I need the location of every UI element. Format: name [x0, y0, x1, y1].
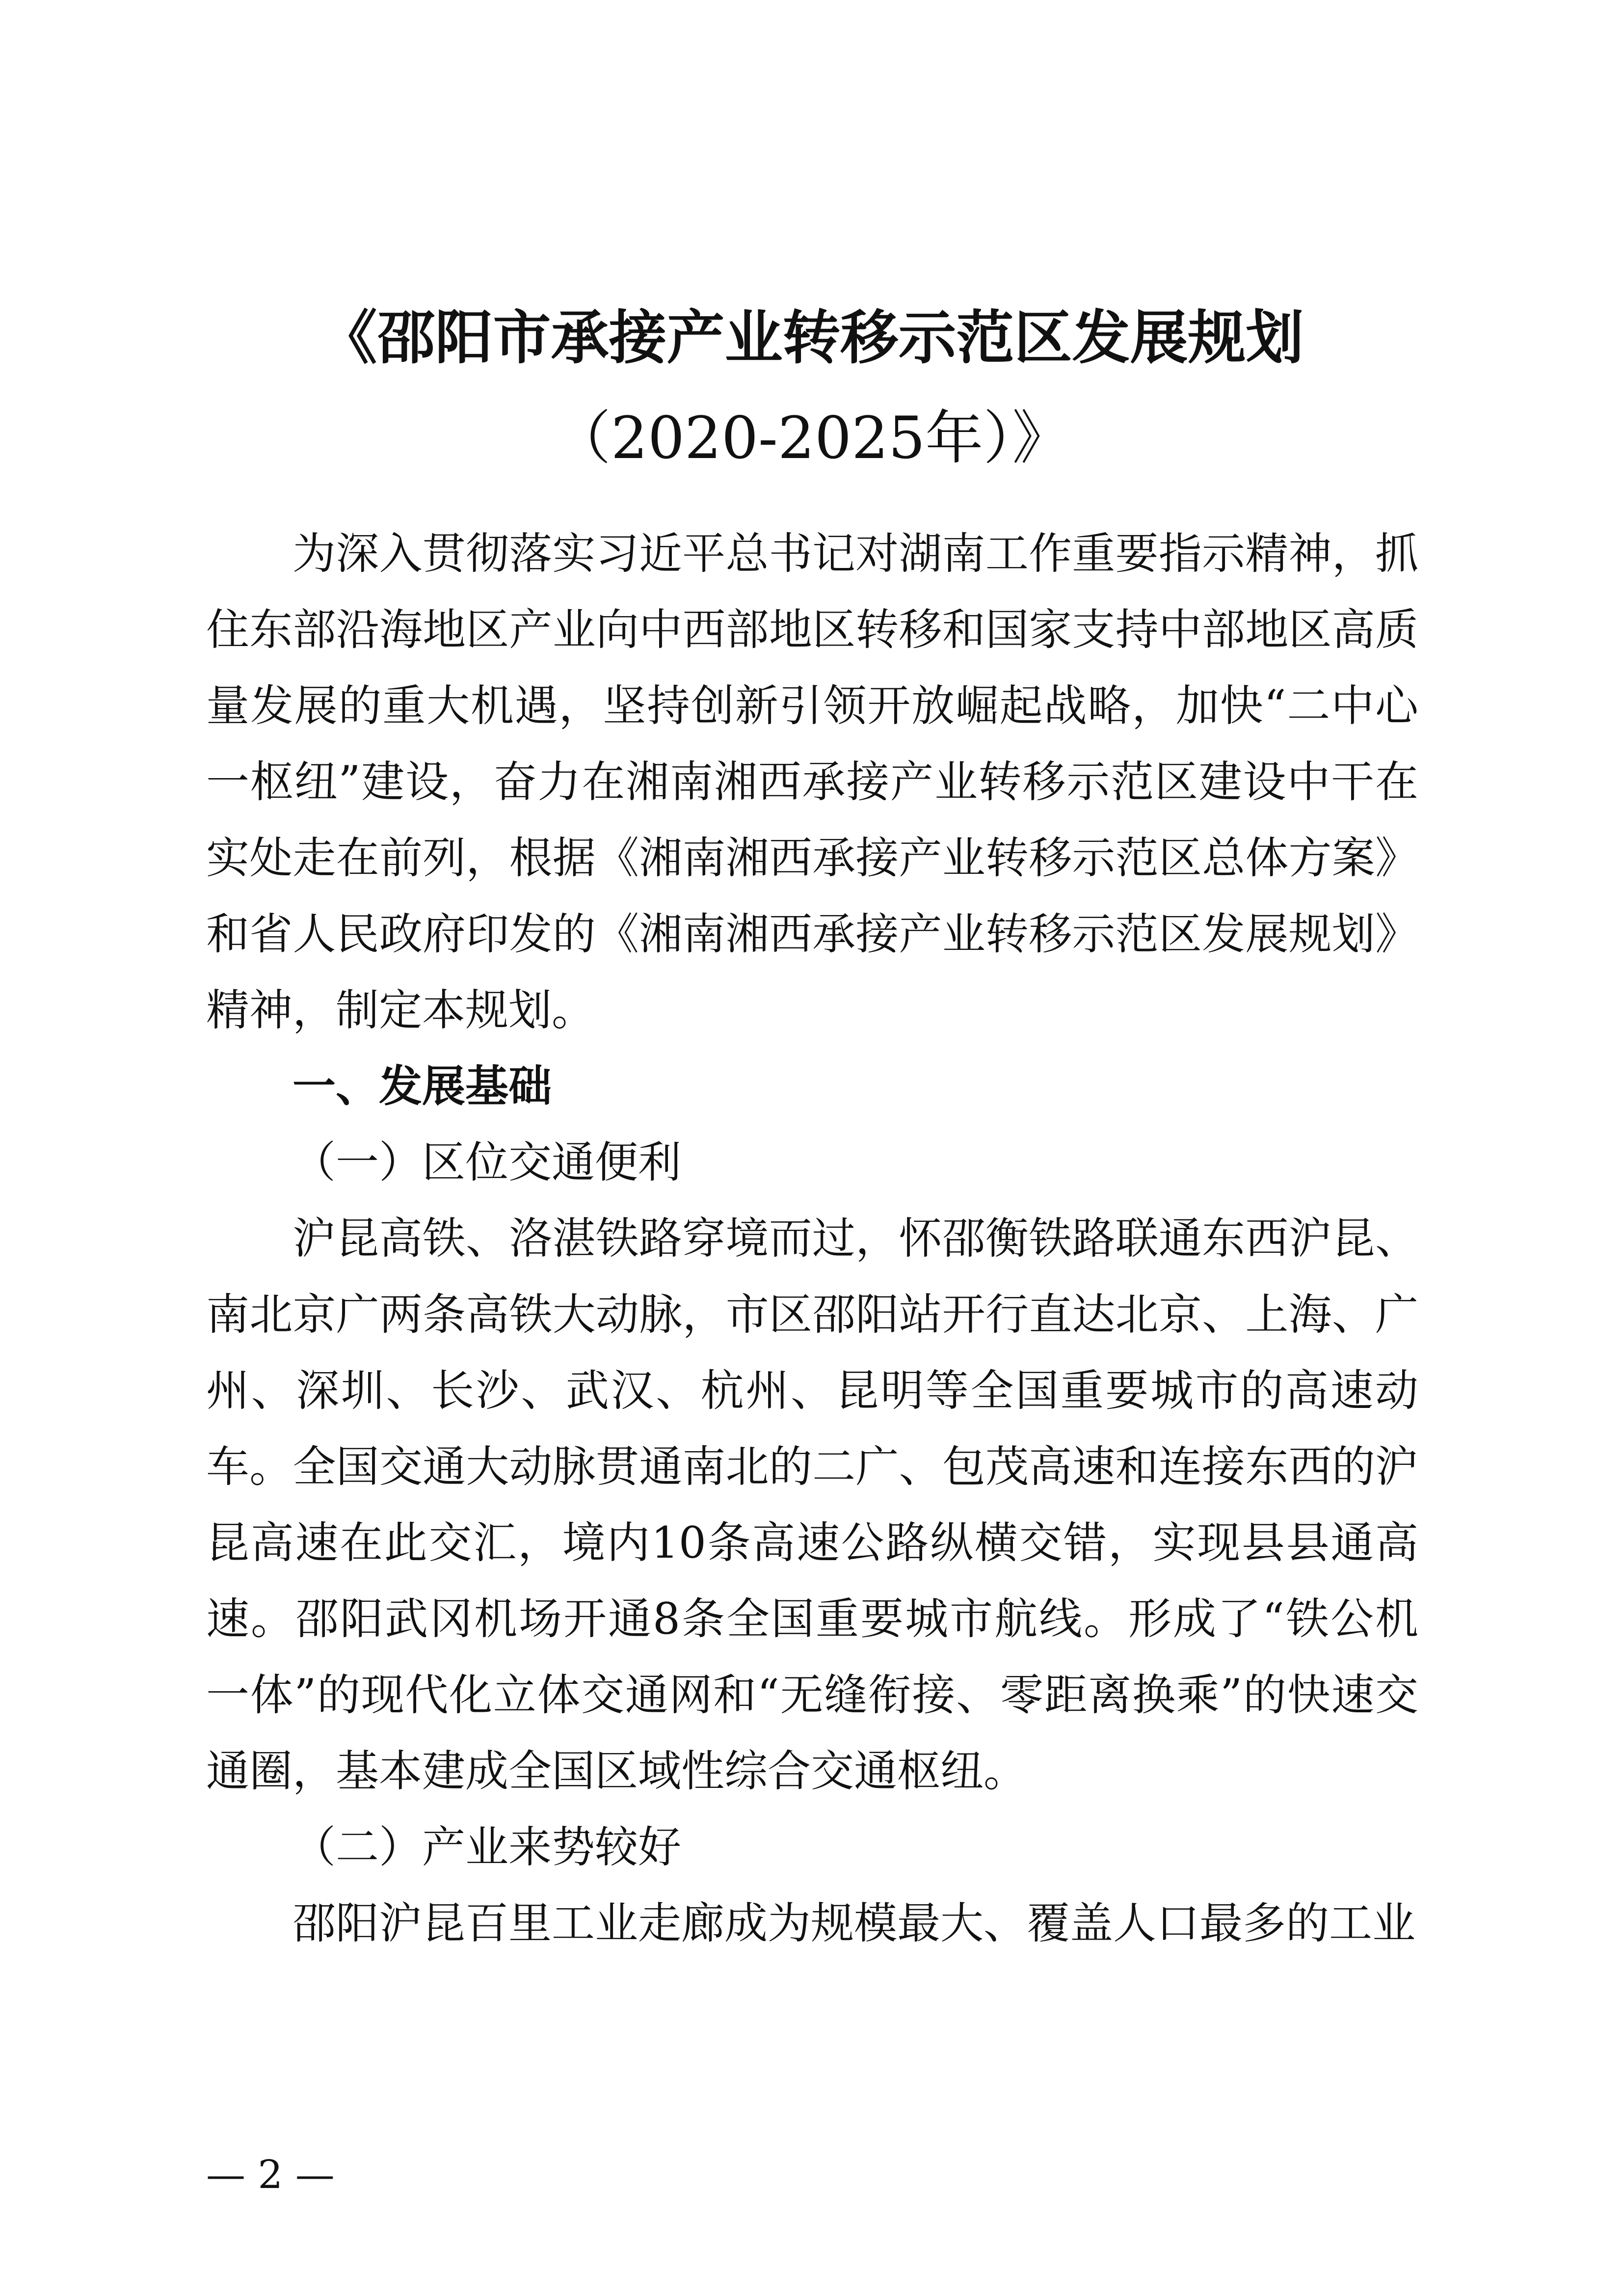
document-title [196, 287, 1427, 488]
subsection-paragraph-2: 邵阳沪昆百里工业走廊成为规模最大、覆盖人口最多的工业 [293, 1898, 1416, 1948]
subsection-heading-2: （二）产业来势较好 [293, 1822, 682, 1872]
title-line-2: （2020-2025年）》 [553, 404, 1070, 472]
subsection-heading-1: （一）区位交通便利 [293, 1137, 682, 1188]
section-heading-1: 一、发展基础 [293, 1061, 552, 1111]
document-body [206, 515, 1418, 1961]
title-line-1: 《邵阳市承接产业转移示范区发展规划 [319, 303, 1304, 372]
page-number: — 2 — [206, 2152, 335, 2197]
subsection-paragraph-1: 沪昆高铁、洛湛铁路穿境而过，怀邵衡铁路联通东西沪昆、南北京广两条高铁大动脉，市区邵阳站开行直达北京、上海、广州、深圳、长沙、武汉、杭州、昆明等全国重要城市的高速动车。全国交通大动脉贯通南北的二广、包茂高速和连接东西的沪昆高速在此交汇，境内10条高速公路纵横交错，实现县县通高速。邵阳武冈机场开通8条全国重要城市航线。形成了“铁公机一体”的现代化立体交通网和“无缝衔接、零距离换乘”的快速交通圈，基本建成全国区域性综合交通枢纽。 [206, 1213, 1418, 1796]
intro-paragraph: 为深入贯彻落实习近平总书记对湖南工作重要指示精神，抓住东部沿海地区产业向中西部地区转移和国家支持中部地区高质量发展的重大机遇，坚持创新引领开放崛起战略，加快“二中心一枢纽”建设，奋力在湘南湘西承接产业转移示范区建设中干在实处走在前列，根据《湘南湘西承接产业转移示范区总体方案》和省人民政府印发的《湘南湘西承接产业转移示范区发展规划》精神，制定本规划。 [206, 528, 1418, 1035]
